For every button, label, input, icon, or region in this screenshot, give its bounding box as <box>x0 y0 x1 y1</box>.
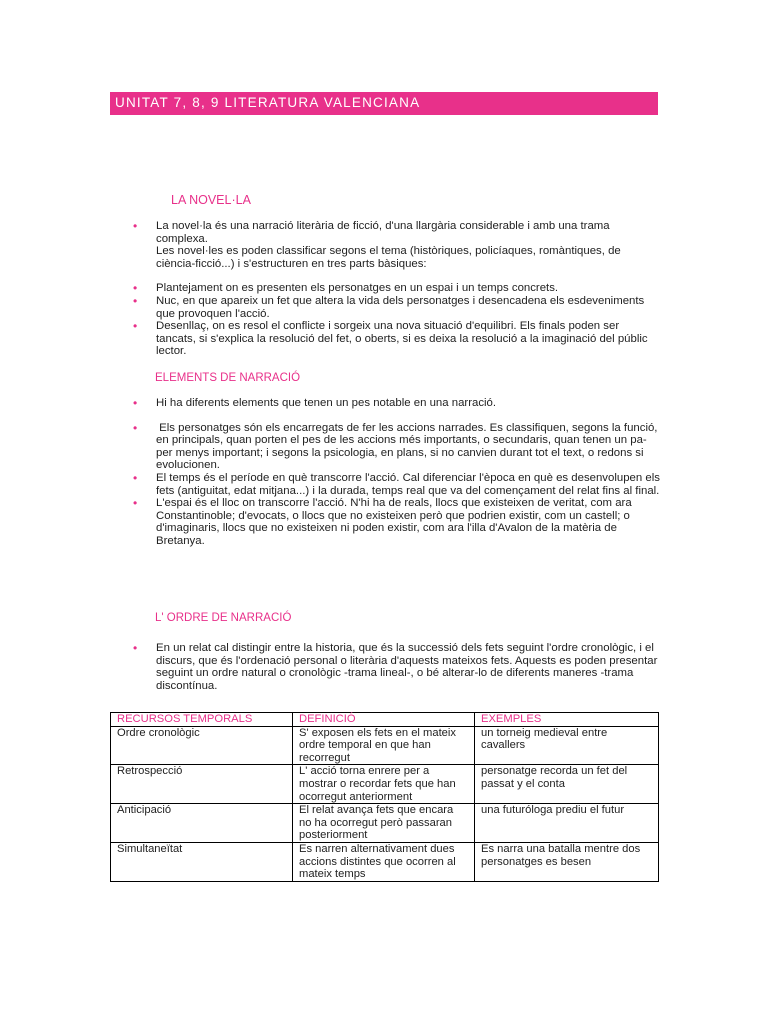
paragraph: El temps és el període en què transcorre l'acció. Cal diferenciar l'època en què es desenvolupen els fets (antiguitat, edat mitjana...) i la durada, temps real que va del començament del relat fins al final. <box>156 471 660 497</box>
table-cell: L' acció torna enrere per a mostrar o recordar fets que han ocorregut anteriorment <box>293 765 475 804</box>
list-item <box>133 472 661 497</box>
bullet-icon: • <box>133 470 138 485</box>
table-header-cell: EXEMPLES <box>475 713 659 727</box>
bullet-icon: • <box>133 396 138 410</box>
list-item <box>133 282 661 295</box>
table-header-cell: RECURSOS TEMPORALS <box>111 713 293 727</box>
paragraph: La novel·la és una narració literària de ficció, d'una llargària considerable i amb una trama complexa. <box>156 220 610 245</box>
temporal-resources-table <box>110 712 659 882</box>
ordre-list <box>133 642 661 692</box>
paragraph: L'espai és el lloc on transcorre l'acció. N'hi ha de reals, llocs que existeixen de veritat, com ara Constantinoble; d'evocats, o llocs que no existeixen però que podrien existir, com un castell; o d'imaginaris, llocs que no existeixen ni poden existir, com ara l'illa d'Avalon de la matèria de Bretanya. <box>156 497 632 547</box>
table-cell: un torneig medieval entre cavallers <box>475 726 659 765</box>
table-cell: Es narren alternativament dues accions distintes que ocorren al mateix temps <box>293 842 475 881</box>
table-cell: una futuróloga prediu el futur <box>475 804 659 843</box>
paragraph: Els personatges són els encarregats de fer les accions narrades. Es classifiquen, segons la funció, en principals, quan porten el pes de les accions més importants, o secundaris, quan tenen un pa-per menys important; i segons la psicologia, en plans, si no canvien durant tot el text, o redons si evolucionen. <box>156 421 661 472</box>
list-item <box>133 642 661 692</box>
table-cell: Retrospecció <box>111 765 293 804</box>
paragraph: En un relat cal distingir entre la historia, que és la successió dels fets seguint l'ordre cronològic, i el discurs, que és l'ordenació personal o literària d'aquests mateixos fets. Aquests es poden presentar seguint un ordre natural o cronològic -trama lineal-, o bé alterar-lo de diferents maneres -trama discontínua. <box>156 642 658 692</box>
table-cell: personatge recorda un fet del passat y el conta <box>475 765 659 804</box>
novel-list <box>133 220 661 358</box>
paragraph: Desenllaç, on es resol el conflicte i sorgeix una nova situació d'equilibri. Els finals poden ser tancats, si s'explica la resolució del fet, o oberts, si es deixa la resolució a la imaginació del públic lector. <box>156 320 648 358</box>
bullet-icon: • <box>133 420 138 435</box>
table-cell: Simultaneïtat <box>111 842 293 881</box>
table-row <box>111 804 659 843</box>
heading-ordre: L' ORDRE DE NARRACIÓ <box>155 612 292 624</box>
elements-list <box>133 397 661 548</box>
bullet-icon: • <box>133 319 138 334</box>
bullet-icon: • <box>133 293 138 308</box>
table-row <box>111 842 659 881</box>
bullet-icon: • <box>133 219 138 233</box>
list-item <box>133 220 661 270</box>
table-cell: Anticipació <box>111 804 293 843</box>
list-item <box>133 320 661 358</box>
table-cell: El relat avança fets que encara no ha ocorregut però passaran posteriorment <box>293 804 475 843</box>
list-item <box>133 295 661 320</box>
bullet-icon: • <box>133 281 138 296</box>
title-bar <box>110 92 658 115</box>
heading-elements: ELEMENTS DE NARRACIÓ <box>155 372 301 384</box>
table-cell: Ordre cronològic <box>111 726 293 765</box>
list-item <box>133 397 661 410</box>
paragraph: Nuc, en que apareix un fet que altera la vida dels personatges i desencadena els esdeveniments que provoquen l'acció. <box>156 294 645 320</box>
table-header-cell: DEFINICIÓ <box>293 713 475 727</box>
table-cell: S' exposen els fets en el mateix ordre temporal en que han recorregut <box>293 726 475 765</box>
page-title: UNITAT 7, 8, 9 LITERATURA VALENCIANA <box>115 95 421 110</box>
table-header-row <box>111 713 659 727</box>
list-item <box>133 422 661 472</box>
table-row <box>111 726 659 765</box>
paragraph: Les novel·les es poden classificar segons el tema (històriques, policíaques, romàntiques, de ciència-ficció...) i s'estructuren en tres parts bàsiques: <box>156 245 621 270</box>
list-item <box>133 497 661 547</box>
paragraph: Hi ha diferents elements que tenen un pes notable en una narració. <box>156 397 497 409</box>
table-cell: Es narra una batalla mentre dos personatges es besen <box>475 842 659 881</box>
heading-novel: LA NOVEL·LA <box>171 193 251 207</box>
table-row <box>111 765 659 804</box>
bullet-icon: • <box>133 641 138 655</box>
paragraph: Plantejament on es presenten els personatges en un espai i un temps concrets. <box>156 282 559 295</box>
bullet-icon: • <box>133 496 138 511</box>
